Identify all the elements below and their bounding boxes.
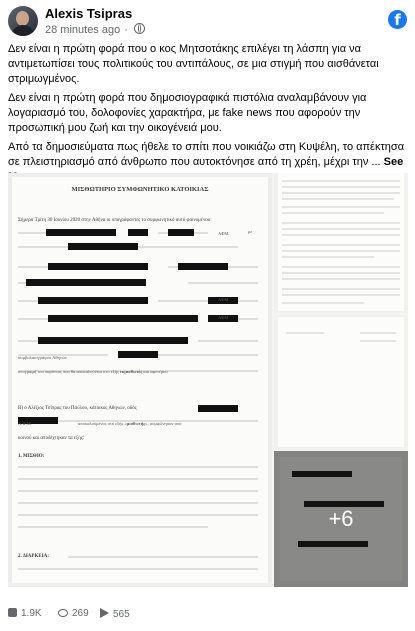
svg-text:ΑΦΜ: ΑΦΜ xyxy=(218,231,229,236)
document-title: ΜΙΣΘΩΤΗΡΙΟ ΣΥΜΦΩΝΗΤΙΚΟ ΚΑΤΟΙΚΙΑΣ xyxy=(71,186,209,193)
misthotis-label: μισθωτής xyxy=(126,421,146,426)
photo-thumbnail[interactable] xyxy=(274,451,408,587)
document-scan xyxy=(8,173,272,587)
comments-count-text: 269 xyxy=(72,608,89,619)
post-timestamp[interactable]: 28 minutes ago · xyxy=(45,23,145,36)
author-avatar[interactable] xyxy=(8,6,38,36)
document-diarkeia-label: 2. ΔΙΑΡΚΕΙΑ: xyxy=(18,554,49,559)
likes-count[interactable] xyxy=(8,608,42,619)
shares-count[interactable] xyxy=(100,608,130,620)
signature-page-thumb xyxy=(274,315,408,449)
post-paragraph: Δεν είναι η πρώτη φορά που ο κος Μητσοτάκης επιλέγει τη λάσπη για να αντιμετωπίσει τους πολιτικούς του αντιπάλους, σε μια στιγμή που αισθάνεται στριμωγμένος. xyxy=(8,43,379,85)
photo-grid xyxy=(8,173,408,587)
comments-count[interactable] xyxy=(58,608,89,619)
more-photos-overlay[interactable]: +6 xyxy=(274,451,408,587)
likes-count-text: 1.9K xyxy=(21,608,42,619)
post-text xyxy=(8,42,406,189)
photo-thumbnail[interactable] xyxy=(274,173,408,313)
document-photo[interactable] xyxy=(8,173,272,587)
svg-text:Α.Φ.Μ.: Α.Φ.Μ. xyxy=(18,421,32,426)
svg-text:συμβολαιογράφου Αθηνών: συμβολαιογράφου Αθηνών xyxy=(18,355,67,360)
svg-text:υπογραφή του παρόντος που θα α: υπογραφή του παρόντος που θα αποκαλούνται στο εξής εκμισθωτές και αφετέρου xyxy=(18,369,168,374)
comment-icon xyxy=(58,609,68,617)
shares-count-text: 565 xyxy=(113,609,130,620)
document-page-thumb xyxy=(274,173,408,313)
facebook-logo-icon[interactable]: f xyxy=(388,10,407,29)
author-name[interactable]: Alexis Tsipras xyxy=(45,6,133,21)
like-icon xyxy=(8,608,17,617)
document-section-b: Β) ο Αλέξιος Τσίπρας του Παύλου, κάτοικος Αθηνών, οδός xyxy=(18,406,137,411)
reactions-bar xyxy=(0,600,415,631)
paragraph-text: Από τα δημοσιεύματα πως ήθελε το σπίτι που νοικιάζω στη Κυψέλη, το απέκτησα σε πλειστηριασμό από άνθρωπο που αυτοκτόνησε από τη χρέη, μέχρι την ... xyxy=(8,141,405,168)
timestamp-text: 28 minutes ago xyxy=(45,24,121,36)
svg-text:αποκαλούμενος στο εξής «μισθωτ: αποκαλούμενος στο εξής «μισθωτής», συμφώνησαν από xyxy=(78,421,182,426)
svg-text:ΑΦΜ: ΑΦΜ xyxy=(218,315,229,320)
globe-icon xyxy=(134,23,145,34)
post-header xyxy=(0,0,415,40)
document-agreed: κοινού και αποδέχτηκαν τα εξής: xyxy=(18,436,85,441)
post-paragraph: Δεν είναι η πρώτη φορά που δημοσιογραφικά πιστόλια αναλαμβάνουν για λογαριασμό του, δολοφονίες χαρακτήρα, με fake news που αφορούν την προσωπική μου ζωή και την οικογένειά μου. xyxy=(8,92,367,134)
photo-thumbnail[interactable] xyxy=(274,315,408,449)
document-intro: Σήμερα Τρίτη 30 Ιουνίου 2020 στην Αθήνα οι υπογράφοντες το συμφωνητικό αυτό φαινομένου: xyxy=(18,218,212,223)
see-more-link[interactable]: See xyxy=(383,156,404,168)
share-icon xyxy=(100,608,109,618)
svg-text:ΑΦΜ: ΑΦΜ xyxy=(218,297,229,302)
svg-text:με: με xyxy=(248,229,253,234)
document-misthio-label: 1. ΜΙΣΘΙΟ: xyxy=(18,454,45,459)
